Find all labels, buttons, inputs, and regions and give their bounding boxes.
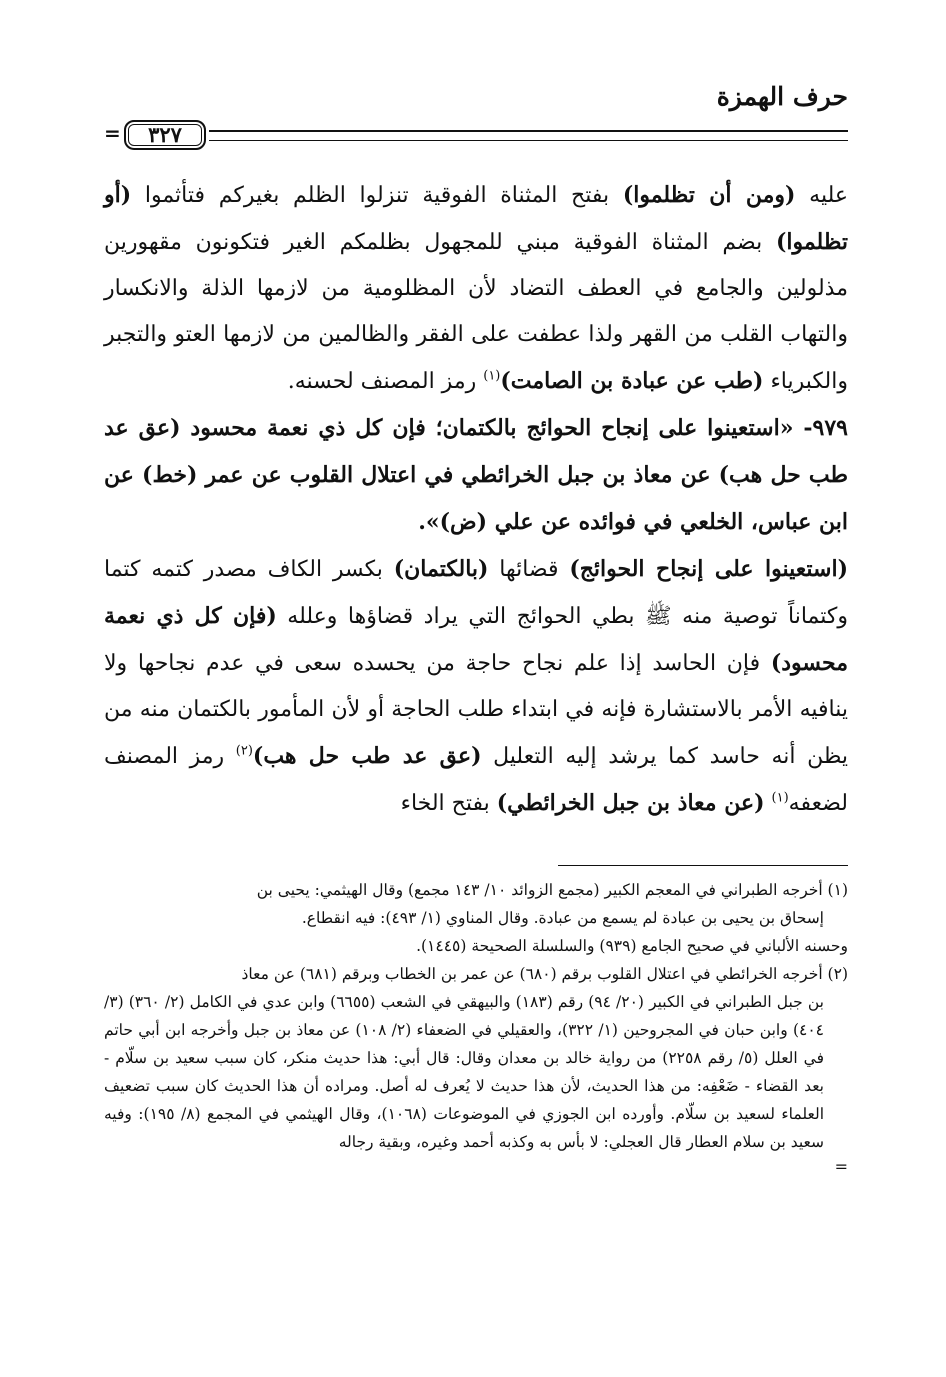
- main-text: [104, 172, 848, 827]
- text-run: [765, 791, 772, 816]
- page: [104, 80, 848, 1176]
- footnote-1-line: (١) أخرجه الطبراني في المعجم الكبير (مجمع الزوائد ١٠/ ١٤٣ مجمع) وقال الهيثمي: يحيى بن: [256, 881, 848, 899]
- page-marker: =: [104, 121, 121, 145]
- text-run: بكسر الكاف مصدر كتمه كتما وكتماناً توصية منه ﷺ بطي الحوائج التي يراد قضاؤها وعلله: [104, 557, 848, 629]
- header-double-rule: [209, 130, 848, 141]
- quoted-phrase: (بالكتمان): [393, 556, 489, 582]
- quoted-phrase: (استعينوا على إنجاح الحوائج): [569, 556, 848, 582]
- text-run: بضم المثناة الفوقية مبني للمجهول بظلمكم الغير فتكونون مقهورين مذلولين والجامع في العطف التضاد لأن المظلومية من لازمها الذلة والانكسار والتهاب القلب من القهر ولذا عطفت على الفقر والظالمين من لازمها العتو والتجبر والكبرياء: [104, 230, 848, 394]
- text-run: رمز المصنف لحسنه.: [287, 369, 484, 394]
- text-run: قضائها: [488, 557, 570, 582]
- footnote-1-line: وحسنه الألباني في صحيح الجامع (٩٣٩) والسلسلة الصحيحة (١٤٤٥).: [416, 937, 848, 955]
- footnote-ref: (٢): [235, 743, 253, 759]
- quoted-phrase: (ومن أن تظلموا): [622, 182, 796, 208]
- text-run: بفتح المثناة الفوقية تنزلوا الظلم بغيركم فتأثموا: [131, 183, 623, 208]
- footnote-1-line: إسحاق بن يحيى بن عبادة لم يسمع من عبادة. وقال المناوي (١/ ٤٩٣): فيه انقطاع.: [301, 909, 824, 927]
- text-run: رمز المصنف لضعفه: [104, 744, 848, 816]
- quoted-phrase: (فإن كل ذي نعمة محسود): [104, 603, 848, 676]
- text-run: عليه: [795, 183, 848, 208]
- continuation-mark: =: [834, 1157, 848, 1176]
- source-citation: (عق عد طب حل هب): [252, 743, 482, 769]
- source-citation: (طب عن عبادة بن الصامت): [500, 368, 764, 394]
- header-rule-row: [104, 120, 848, 152]
- quoted-phrase: (عن معاذ بن جبل الخرائطي): [496, 790, 765, 816]
- text-run: بفتح الخاء: [400, 791, 497, 816]
- page-number: ٣٢٧: [124, 120, 206, 150]
- footnote-ref: (١): [771, 790, 789, 806]
- hadith-text: «استعينوا على إنجاح الحوائج بالكتمان؛ فإن كل ذي نعمة محسود (عق عد طب حل هب) عن معاذ بن جبل الخرائطي في اعتلال القلوب عن عمر (خط) عن ابن عباس، الخلعي في فوائده عن علي (ض)».: [104, 415, 848, 535]
- footnotes: [104, 876, 848, 1176]
- quoted-phrase: (أو تظلموا): [104, 182, 848, 255]
- paragraph-commentary-2: [104, 546, 848, 827]
- hadith-number: ٩٧٩-: [803, 415, 848, 441]
- hadith-entry: [104, 405, 848, 546]
- footnote-2-line: (٢) أخرجه الخرائطي في اعتلال القلوب برقم (٦٨٠) عن عمر بن الخطاب وبرقم (٦٨١) عن معاذ: [241, 965, 848, 983]
- running-title: حرف الهمزة: [716, 82, 848, 111]
- footnote-separator: [558, 865, 848, 866]
- text-run: فإن الحاسد إذا علم نجاح حاجة من يحسده سعى في عدم نجاحها ولا ينافيه الأمر بالاستشارة فإنه في ابتداء طلب الحاجة أو لأن المأمور بالكتمان منه من يظن أنه حاسد كما يرشد إليه التعليل: [104, 651, 848, 769]
- footnote-ref: (١): [483, 368, 501, 384]
- footnote-2-body: بن جبل الطبراني في الكبير (٢٠/ ٩٤) رقم (١٨٣) والبيهقي في الشعب (٦٦٥٥) وابن عدي في الكامل (٢/ ٣٦٠) (٣/ ٤٠٤) وابن حبان في المجروحين (١/ ٣٢٢)، والعقيلي في الضعفاء (٢/ ١٠٨) عن معاذ بن جبل وأخرجه ابن أبي حاتم في العلل (٥/ رقم ٢٢٥٨) من رواية خالد بن معدان وقال: قال أبي: هذا حديث منكر، كان سبب سعيد بن سلّام - بعد القضاء - ضَعْفِه: من هذا الحديث، لأن هذا حديث لا يُعرف له أصل. ومراده أن هذا الحديث كان سبب تضعيف العلماء لسعيد بن سلّام. وأورده ابن الجوزي في الموضوعات (١٠٦٨)، وقال الهيثمي في المجمع (٨/ ١٩٥): وفيه سعيد بن سلام العطار قال العجلي: لا بأس به وكذبه أحمد وغيره، وبقية رجاله: [104, 993, 825, 1151]
- paragraph-commentary-1: [104, 172, 848, 405]
